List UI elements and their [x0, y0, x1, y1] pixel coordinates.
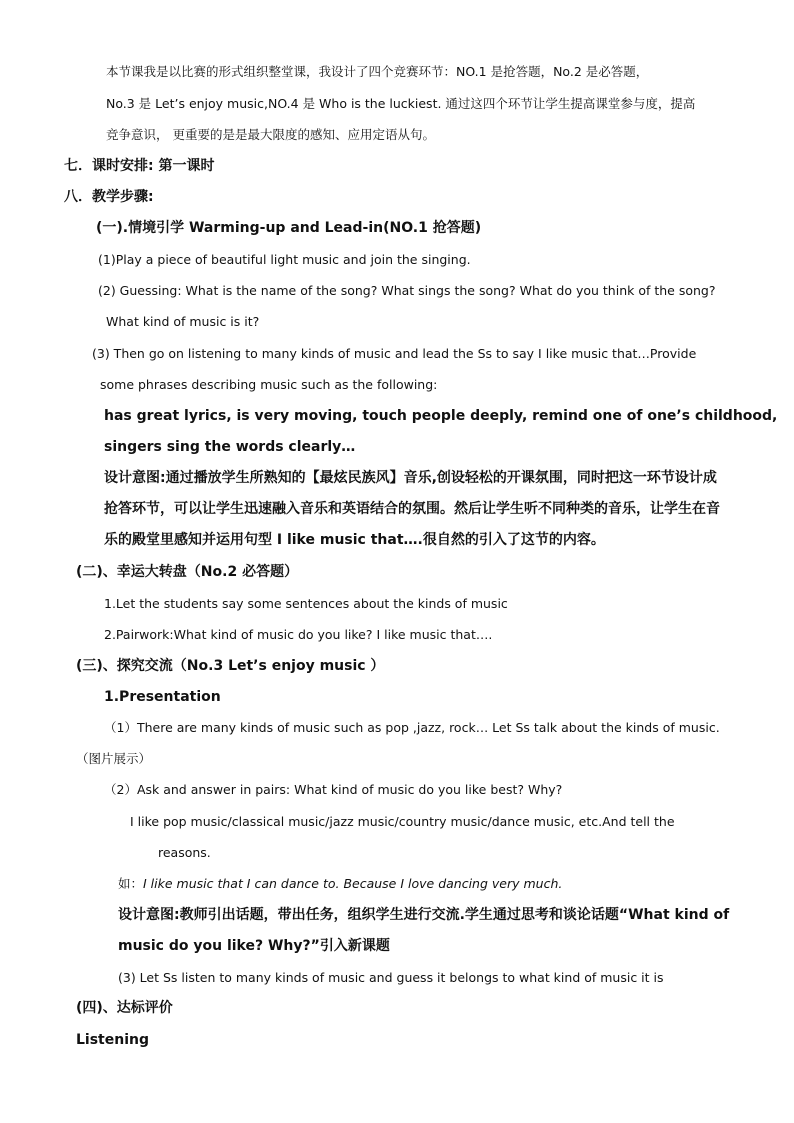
step-3-answer-1: I like pop music/classical music/jazz music/country music/dance music, etc.And tell the [130, 814, 675, 829]
step-3-item-2: （2）Ask and answer in pairs: What kind of music do you like best? Why? [104, 782, 563, 797]
step-1-phrases-1: has great lyrics, is very moving, touch people deeply, remind one of one’s childhood, [104, 408, 778, 424]
step-3-item-1b: （图片展示） [76, 751, 152, 766]
step-4-title: (四)、达标评价 [76, 1000, 173, 1016]
step-1-item-2a: (2) Guessing: What is the name of the song? What sings the song? What do you think of the song? [98, 283, 716, 298]
example-text: I like music that I can dance to. Because I love dancing very much. [143, 876, 563, 891]
step-1-item-1: (1)Play a piece of beautiful light music and join the singing. [98, 252, 471, 267]
step-3-example [118, 875, 562, 893]
step-3-design-2: music do you like? Why?”引入新课题 [118, 938, 390, 954]
step-3-title: (三)、探究交流（No.3 Let’s enjoy music ） [76, 658, 385, 674]
section-8-heading: 八．教学步骤: [64, 189, 154, 205]
step-2-item-2: 2.Pairwork:What kind of music do you like? I like music that…. [104, 627, 493, 642]
step-3-item-1a: （1）There are many kinds of music such as pop ,jazz, rock… Let Ss talk about the kinds of music. [104, 720, 720, 735]
step-1-design-3: 乐的殿堂里感知并运用句型 I like music that….很自然的引入了这节的内容。 [104, 532, 605, 548]
section-7-heading: 七．课时安排: 第一课时 [64, 158, 215, 174]
step-1-title: (一).情境引学 Warming-up and Lead-in(NO.1 抢答题) [96, 220, 482, 236]
step-3-design-1: 设计意图:教师引出话题，带出任务，组织学生进行交流.学生通过思考和谈论话题“What kind of [118, 907, 730, 923]
step-2-item-1: 1.Let the students say some sentences about the kinds of music [104, 596, 508, 611]
step-1-design-1: 设计意图:通过播放学生所熟知的【最炫民族风】音乐,创设轻松的开课氛围，同时把这一环节设计成 [104, 470, 717, 486]
step-1-item-3a: (3) Then go on listening to many kinds of music and lead the Ss to say I like music that…Provide [92, 346, 697, 361]
step-3-answer-2: reasons. [158, 845, 211, 860]
intro-line-1: 本节课我是以比赛的形式组织整堂课，我设计了四个竞赛环节：NO.1 是抢答题，No.2 是必答题， [106, 64, 649, 79]
intro-line-3: 竞争意识， 更重要的是是最大限度的感知、应用定语从句。 [106, 127, 435, 142]
step-1-item-3b: some phrases describing music such as the following: [100, 377, 438, 392]
step-3-item-3: (3) Let Ss listen to many kinds of music and guess it belongs to what kind of music it is [118, 970, 664, 985]
step-1-design-2: 抢答环节，可以让学生迅速融入音乐和英语结合的氛围。然后让学生听不同种类的音乐，让学生在音 [104, 501, 720, 517]
step-2-title: (二)、幸运大转盘（No.2 必答题） [76, 564, 299, 580]
example-prefix: 如： [118, 876, 144, 891]
step-1-item-2b: What kind of music is it? [106, 314, 260, 329]
step-4-listening: Listening [76, 1032, 149, 1048]
intro-line-2: No.3 是 Let’s enjoy music,NO.4 是 Who is the luckiest. 通过这四个环节让学生提高课堂参与度，提高 [106, 96, 696, 111]
step-3-sub-1: 1.Presentation [104, 689, 221, 705]
step-1-phrases-2: singers sing the words clearly… [104, 439, 356, 455]
